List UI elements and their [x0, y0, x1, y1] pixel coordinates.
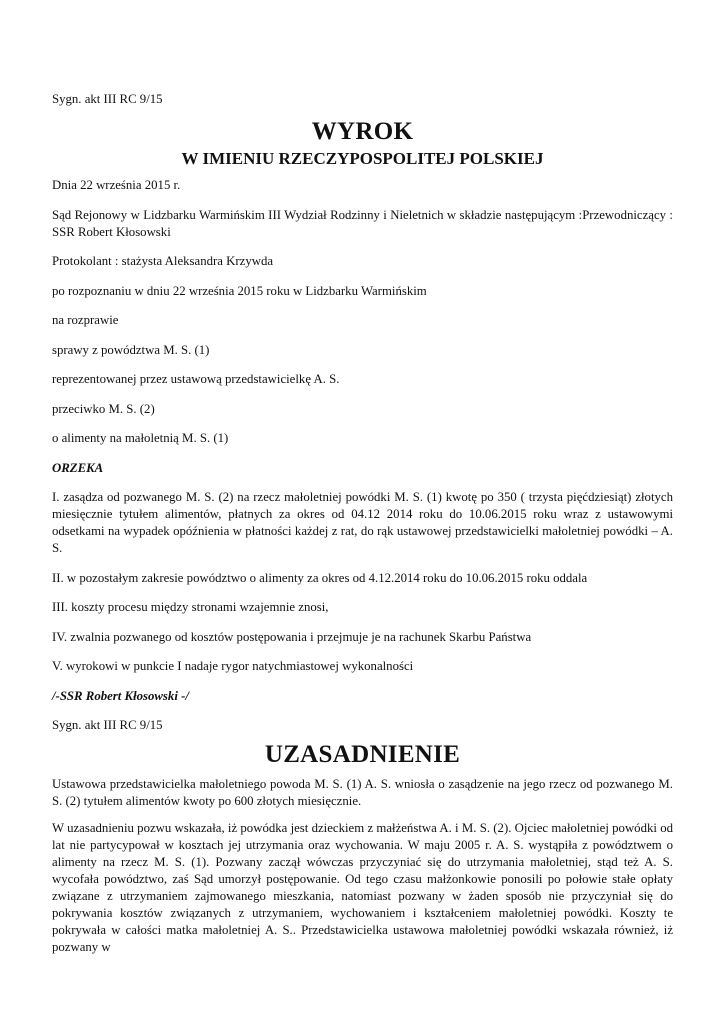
document-subtitle: W IMIENIU RZECZYPOSPOLITEJ POLSKIEJ — [181, 149, 544, 168]
judge-signature: /-SSR Robert Kłosowski -/ — [52, 688, 189, 703]
ruling-point-4: IV. zwalnia pozwanego od kosztów postępowania i przejmuje je na rachunek Skarbu Państwa — [52, 629, 532, 644]
judgment-date: Dnia 22 września 2015 r. — [52, 178, 181, 192]
case-plaintiff: sprawy z powództwa M. S. (1) — [52, 342, 210, 357]
justification-paragraph-1: Ustawowa przedstawicielka małoletniego powoda M. S. (1) A. S. wniosła o zasądzenie na jego rzecz od pozwanego M. S. (2) tytułem alimentów kwoty po 600 złotych miesięcznie. — [52, 777, 673, 808]
justification-paragraph-2: W uzasadnieniu pozwu wskazała, iż powódka jest dzieckiem z małżeństwa A. i M. S. (2). Ojciec małoletniej powódki od lat nie partycypował w kosztach jej utrzymania oraz wychowania. W maju 2005 r. A. S. wystąpiła z powództwem o alimenty na rzecz M. S. (1). Pozwany zaczął wówczas przyczyniać się do utrzymania małoletniej, stąd też A. S. wycofała powództwo, zaś Sąd umorzył postępowanie. Od tego czasu małżonkowie ponosili po połowie stałe opłaty związane z utrzymaniem zajmowanego mieszkania, natomiast pozwany w żaden sposób nie przyczyniał się do pokrywania kosztów związanych z utrzymaniem, wychowaniem i kształceniem małoletniej powódki. Koszty te pokrywała w całości matka małoletniej A. S.. Przedstawicielka ustawowa małoletniej powódki wskazała również, iż pozwany w — [52, 821, 673, 954]
case-number: Sygn. akt III RC 9/15 — [52, 92, 163, 106]
justification-title: UZASADNIENIE — [264, 741, 461, 768]
ruling-heading: ORZEKA — [52, 460, 104, 475]
hearing-info: po rozpoznaniu w dniu 22 września 2015 roku w Lidzbarku Warmińskim — [52, 283, 427, 298]
ruling-point-5: V. wyrokowi w punkcie I nadaje rygor natychmiastowej wykonalności — [52, 659, 414, 673]
ruling-point-2: II. w pozostałym zakresie powództwo o alimenty za okres od 4.12.2014 roku do 10.06.2015 roku oddala — [52, 570, 588, 585]
ruling-point-1: I. zasądza od pozwanego M. S. (2) na rzecz małoletniej powódki M. S. (1) kwotę po 350 ( trzysta pięćdziesiąt) złotych miesięcznie tytułem alimentów, płatnych za okres od 04.12 2014 roku do 10.06.2015 roku wraz z ustawowymi odsetkami na wypadek opóźnienia w płatności każdej z rat, do rąk ustawowej przedstawicielki małoletniej powódki – A. S. — [52, 490, 673, 555]
defendant: przeciwko M. S. (2) — [52, 401, 155, 416]
case-subject: o alimenty na małoletnią M. S. (1) — [52, 431, 229, 445]
document-title: WYROK — [311, 118, 414, 145]
court-clerk: Protokolant : stażysta Aleksandra Krzywda — [52, 254, 274, 268]
legal-representative: reprezentowanej przez ustawową przedstawicielkę A. S. — [52, 372, 340, 386]
court-composition: Sąd Rejonowy w Lidzbarku Warmińskim III Wydział Rodzinny i Nieletnich w składzie następującym :Przewodniczący : SSR Robert Kłosowski — [52, 207, 673, 239]
justification-case-number: Sygn. akt III RC 9/15 — [52, 718, 163, 732]
session-type: na rozprawie — [52, 313, 119, 327]
ruling-point-3: III. koszty procesu między stronami wzajemnie znosi, — [52, 600, 329, 614]
